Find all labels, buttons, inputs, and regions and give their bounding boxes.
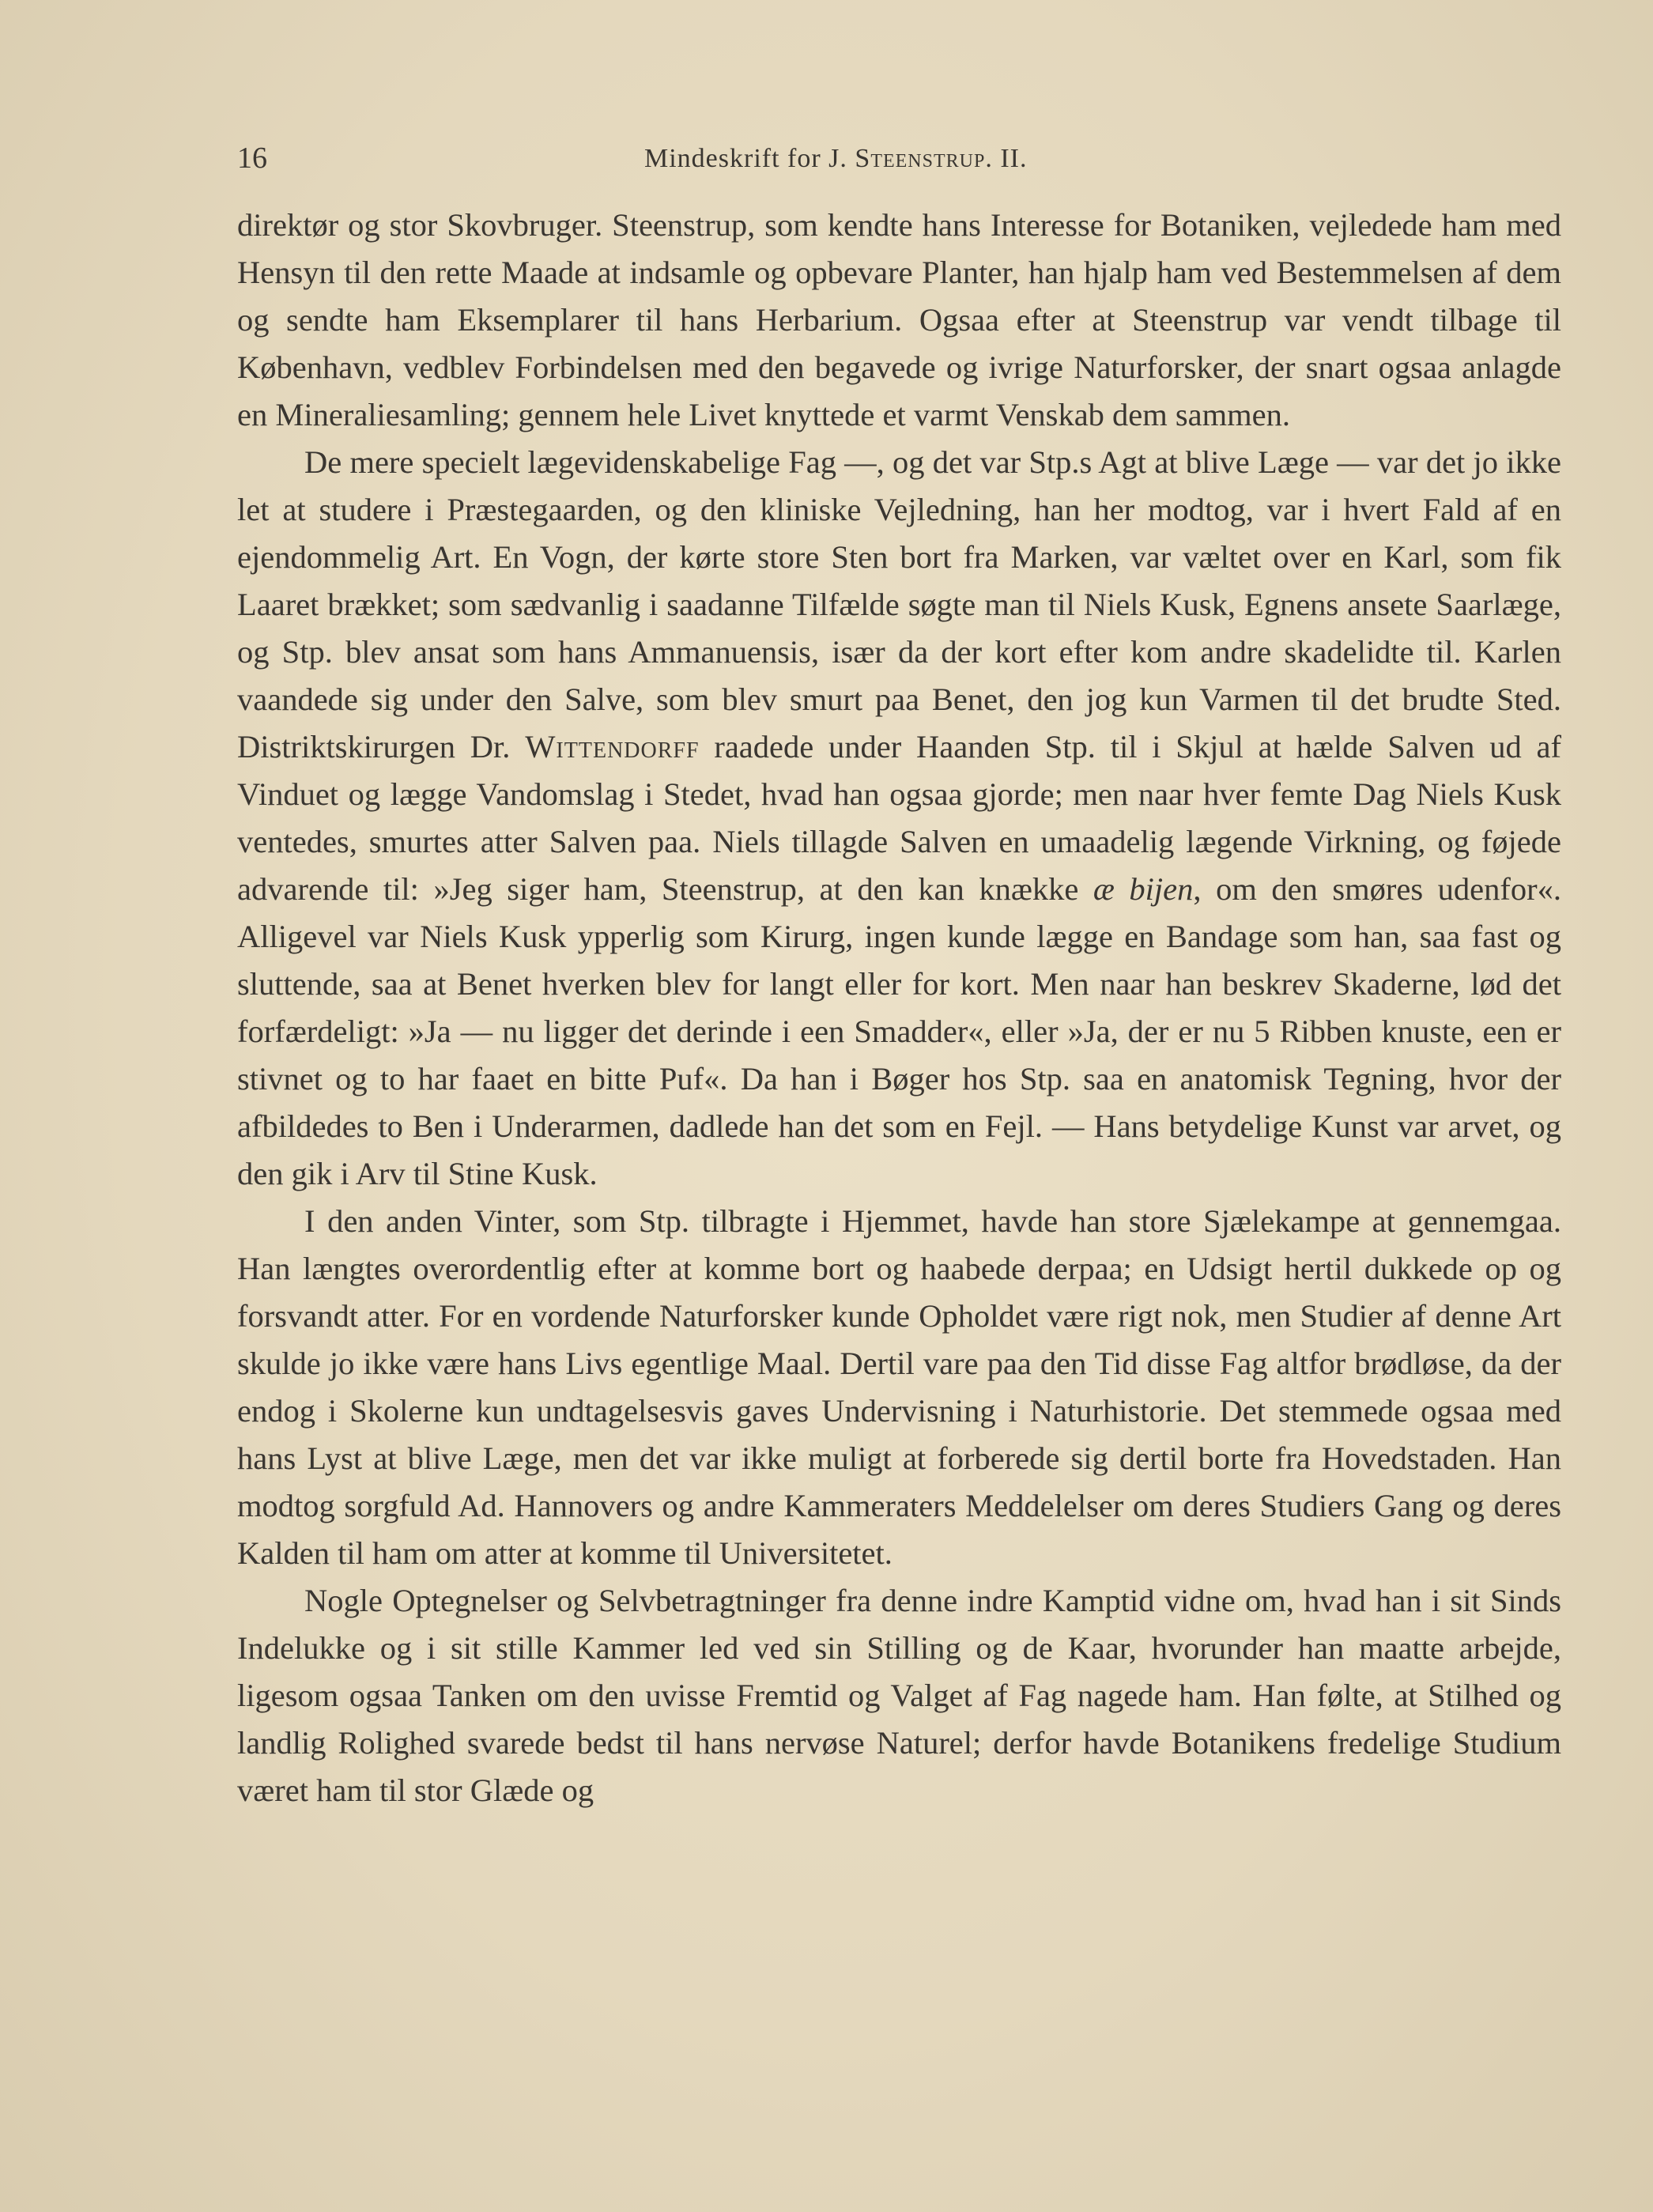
page-number: 16	[237, 142, 267, 175]
paragraph-3-text: I den anden Vinter, som Stp. tilbragte i Hjemmet, havde han store Sjælekampe at gennemgaa. Han længtes overordentlig efter at komme bort og haabede derpaa; en Udsigt hertil dukkede op og forsvandt atter. For en vordende Naturforsker kunde Opholdet være rigt nok, men Studier af denne Art skulde jo ikke være hans Livs egentlige Maal. Dertil vare paa den Tid disse Fag altfor brødløse, da der endog i Skolerne kun undtagelsesvis gaves Undervisning i Naturhistorie. Det stemmede ogsaa med hans Lyst at blive Læge, men det var ikke muligt at forberede sig dertil borte fra Hovedstaden. Han modtog sorgfuld Ad. Hannovers og andre Kammeraters Meddelelser om deres Studiers Gang og deres Kalden til ham om atter at komme til Universitetet.	[237, 1203, 1561, 1571]
running-title	[644, 144, 1028, 174]
surname-wittendorff: Wittendorff	[525, 729, 700, 764]
paragraph-2-text-b: raadede under Haanden Stp. til i Skjul at hælde Salven ud af Vinduet og lægge Vandomslag i Stedet, hvad han ogsaa gjorde; men naar hver femte Dag Niels Kusk ventedes, smurtes atter Salven paa. Niels tillagde Salven en umaadelig lægende Virkning, og føjede advarende til: »Jeg siger ham, Steenstrup, at den kan knække	[237, 729, 1561, 907]
paragraph-3	[237, 1198, 1561, 1577]
paragraph-1-text: direktør og stor Skovbruger. Steenstrup, som kendte hans Interesse for Botaniken, vejledede ham med Hensyn til den rette Maade at indsamle og opbevare Planter, han hjalp ham ved Bestemmelsen af dem og sendte ham Eksemplarer til hans Herbarium. Ogsaa efter at Steenstrup var vendt tilbage til København, vedblev Forbindelsen med den begavede og ivrige Naturforsker, der snart ogsaa anlagde en Mineraliesamling; gennem hele Livet knyttede et varmt Venskab dem sammen.	[237, 207, 1561, 432]
page-header	[237, 141, 1561, 188]
paragraph-2	[237, 439, 1561, 1198]
dialect-phrase: æ bijen	[1093, 871, 1194, 907]
running-title-prefix: Mindeskrift for J.	[644, 144, 855, 173]
running-title-suffix: . II.	[985, 144, 1028, 173]
body-text	[237, 202, 1561, 1814]
paragraph-2-text-a: De mere specielt lægevidenskabelige Fag —, og det var Stp.s Agt at blive Læge — var det jo ikke let at studere i Præstegaarden, og den kliniske Vejledning, han her modtog, var i hvert Fald af en ejendommelig Art. En Vogn, der kørte store Sten bort fra Marken, var væltet over en Karl, som fik Laaret brækket; som sædvanlig i saadanne Tilfælde søgte man til Niels Kusk, Egnens ansete Saarlæge, og Stp. blev ansat som hans Ammanuensis, især da der kort efter kom andre skadelidte til. Karlen vaandede sig under den Salve, som blev smurt paa Benet, den jog kun Varmen til det brudte Sted. Distriktskirurgen Dr.	[237, 444, 1561, 764]
paragraph-4-text: Nogle Optegnelser og Selvbetragtninger fra denne indre Kamptid vidne om, hvad han i sit Sinds Indelukke og i sit stille Kammer led ved sin Stilling og de Kaar, hvorunder han maatte arbejde, ligesom ogsaa Tanken om den uvisse Fremtid og Valget af Fag nagede ham. Han følte, at Stilhed og landlig Rolighed svarede bedst til hans nervøse Naturel; derfor havde Botanikens fredelige Studium været ham til stor Glæde og	[237, 1583, 1561, 1808]
paragraph-1	[237, 202, 1561, 439]
paragraph-4	[237, 1577, 1561, 1814]
running-title-name: Steenstrup	[855, 144, 986, 173]
paragraph-2-text-c: , om den smøres udenfor«. Alligevel var Niels Kusk ypperlig som Kirurg, ingen kunde lægge en Bandage som han, saa fast og sluttende, saa at Benet hverken blev for langt eller for kort. Men naar han beskrev Skaderne, lød det forfærdeligt: »Ja — nu ligger det derinde i een Smadder«, eller »Ja, der er nu 5 Ribben knuste, een er stivnet og to har faaet en bitte Puf«. Da han i Bøger hos Stp. saa en anatomisk Tegning, hvor der afbildedes to Ben i Underarmen, dadlede han det som en Fejl. — Hans betydelige Kunst var arvet, og den gik i Arv til Stine Kusk.	[237, 871, 1561, 1191]
